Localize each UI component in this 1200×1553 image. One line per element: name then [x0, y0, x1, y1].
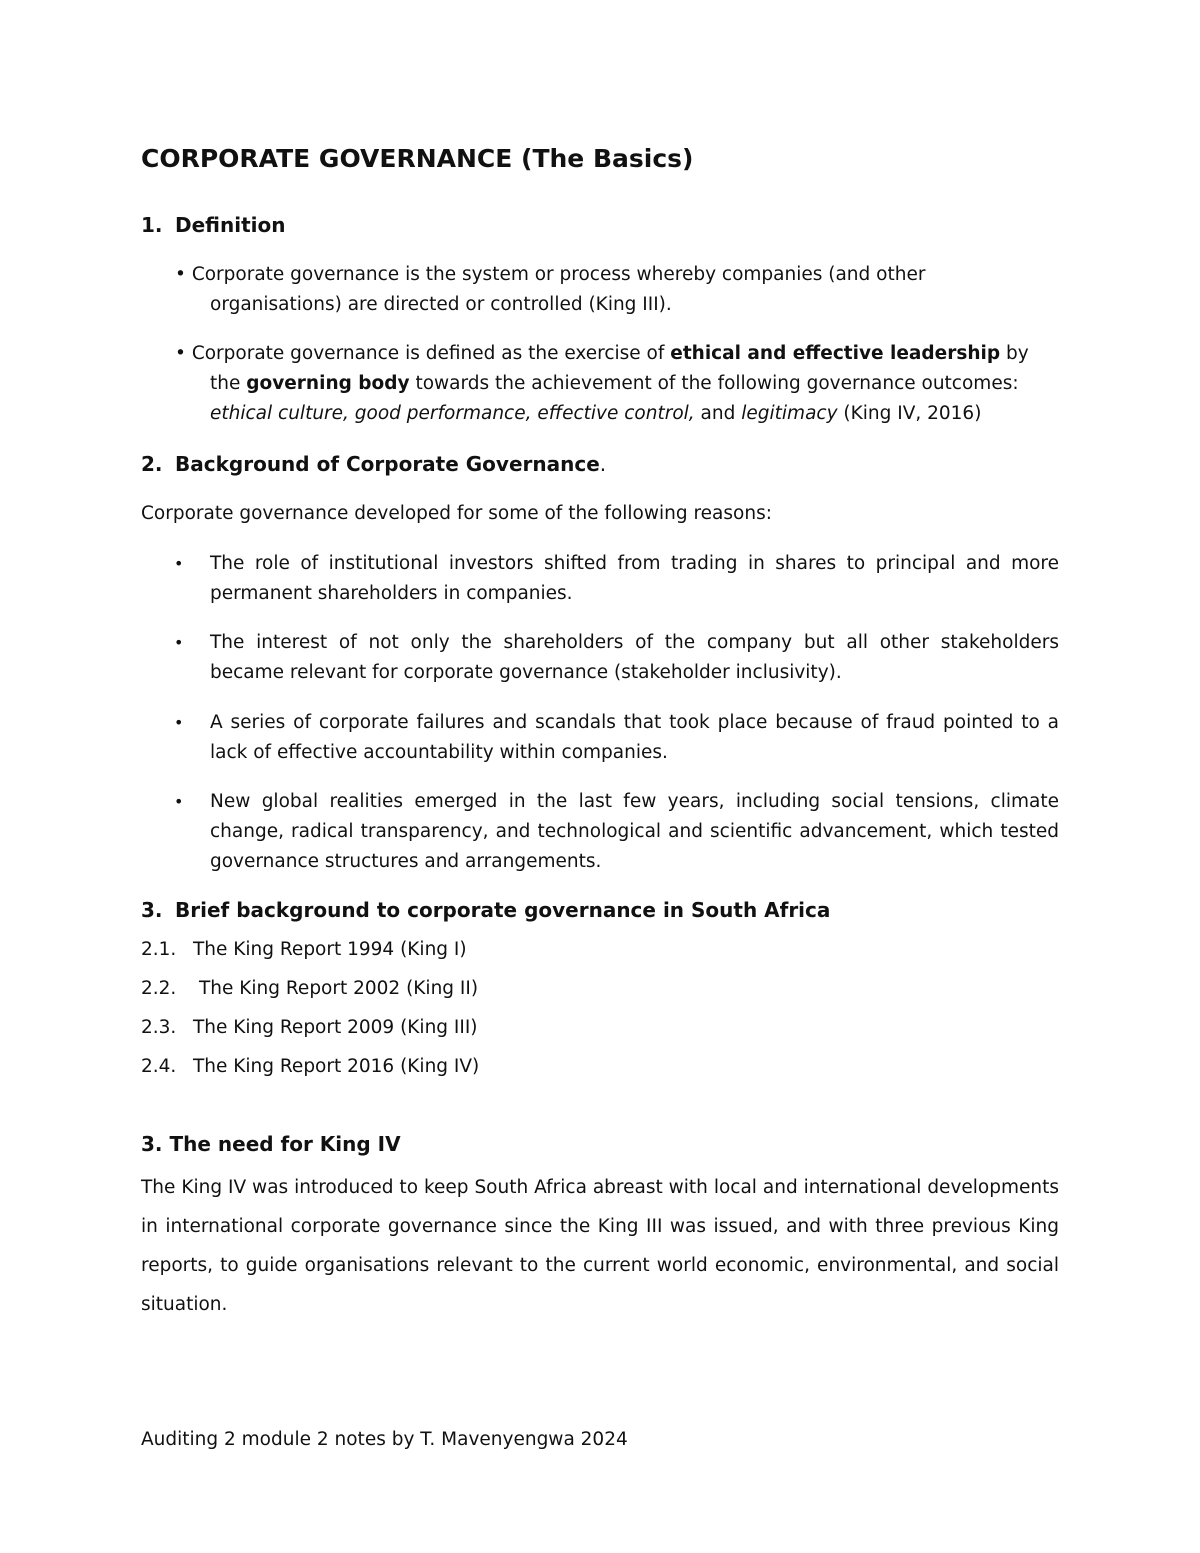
page-title: CORPORATE GOVERNANCE (The Basics) [141, 144, 694, 173]
definition-text: (King IV, 2016) [837, 403, 982, 424]
list-number: 2.1. [141, 939, 177, 960]
reason-item: New global realities emerged in the last few years, including social tensions, climate change, radical transparency, and technological and scientific advancement, which tested governance structures and arrangements. [210, 791, 1059, 872]
definition-item [175, 260, 1059, 320]
section-title: Definition [175, 213, 286, 237]
definition-text: towards the achievement of the following governance outcomes: [409, 373, 1019, 394]
list-number: 2.2. [141, 978, 177, 999]
list-label: The King Report 1994 (King I) [193, 939, 467, 960]
section-heading-need: 3. The need for King IV [141, 1132, 401, 1156]
section-heading-definition [141, 213, 285, 237]
italic-text: legitimacy [741, 403, 838, 424]
section-heading-south-africa [141, 898, 830, 922]
list-number: 2.3. [141, 1017, 177, 1038]
background-intro: Corporate governance developed for some of the following reasons: [141, 503, 772, 524]
section-title: Background of Corporate Governance [175, 452, 600, 476]
definition-text: Corporate governance is defined as the exercise of [191, 343, 671, 364]
italic-text: ethical culture, good performance, effective control, [210, 403, 695, 424]
definition-text: the [210, 373, 247, 394]
section-title: Brief background to corporate governance in South Africa [175, 898, 831, 922]
emphasis-text: ethical and effective leadership [670, 343, 1001, 364]
list-label: The King Report 2002 (King II) [199, 978, 479, 999]
list-item [141, 1052, 479, 1082]
bullet-icon: • [175, 264, 186, 285]
list-number: 2.4. [141, 1056, 177, 1077]
reason-item: The role of institutional investors shifted from trading in shares to principal and more permanent shareholders in companies. [210, 553, 1059, 604]
definition-item [175, 339, 1059, 429]
list-item [141, 1013, 478, 1043]
page-footer: Auditing 2 module 2 notes by T. Mavenyengwa 2024 [141, 1429, 628, 1450]
definition-continuation [175, 369, 1059, 429]
definition-text-line1: Corporate governance is the system or process whereby companies (and other [191, 264, 926, 285]
bullet-icon: • [174, 633, 184, 652]
heading-suffix: . [599, 452, 607, 476]
reason-item: A series of corporate failures and scandals that took place because of fraud pointed to a lack of effective accountability within companies. [210, 712, 1059, 763]
bullet-icon: • [174, 792, 184, 811]
section-number: 1. [141, 213, 163, 237]
list-label: The King Report 2016 (King IV) [193, 1056, 480, 1077]
list-item [141, 974, 478, 1004]
list-label: The King Report 2009 (King III) [193, 1017, 478, 1038]
bullet-icon: • [175, 343, 186, 364]
reason-item: The interest of not only the shareholders of the company but all other stakeholders became relevant for corporate governance (stakeholder inclusivity). [210, 632, 1059, 683]
section-number: 3. [141, 898, 163, 922]
need-paragraph: The King IV was introduced to keep South Africa abreast with local and international developments in international corporate governance since the King III was issued, and with three previous King reports, to guide organisations relevant to the current world economic, environmental, and social situation. [141, 1177, 1059, 1315]
definition-text: by [1000, 343, 1029, 364]
bullet-icon: • [174, 554, 184, 573]
list-item [141, 935, 467, 965]
emphasis-text: governing body [246, 373, 410, 394]
definition-text: and [694, 403, 742, 424]
section-number: 2. [141, 452, 163, 476]
section-heading-background [141, 452, 606, 476]
definition-text-line2: organisations) are directed or controlled (King III). [210, 294, 672, 315]
bullet-icon: • [174, 713, 184, 732]
